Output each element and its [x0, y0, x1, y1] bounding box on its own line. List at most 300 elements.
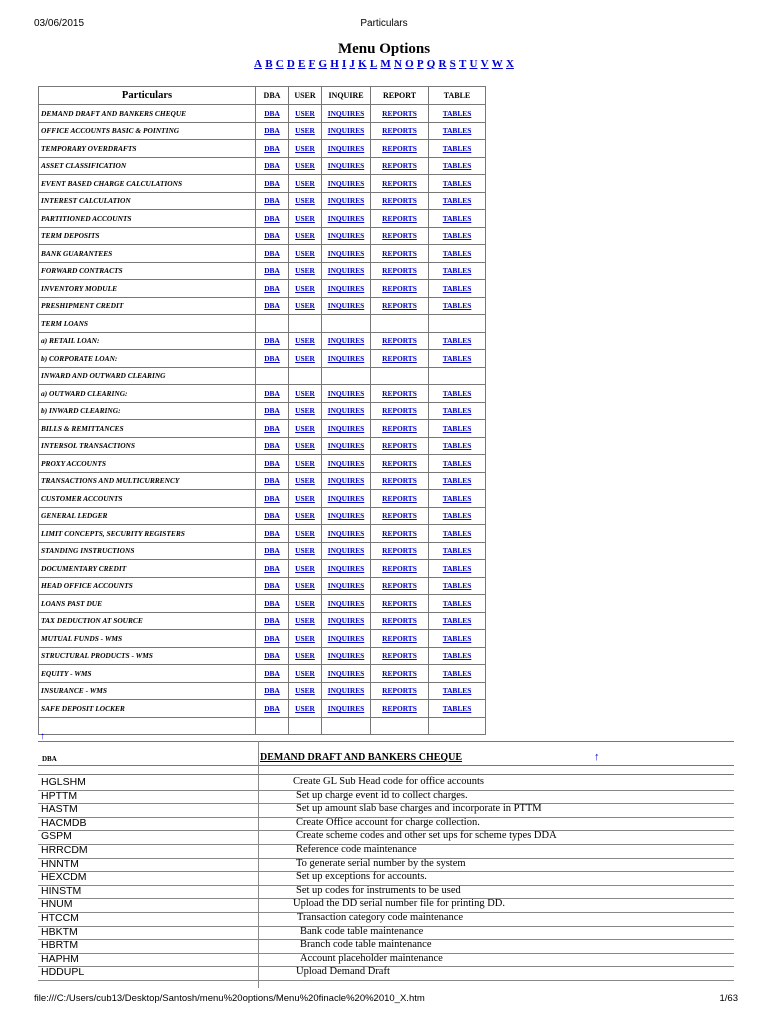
- user-link[interactable]: USER: [295, 126, 315, 136]
- header-dba: DBA: [256, 87, 289, 105]
- inquire-link[interactable]: INQUIRES: [327, 266, 365, 276]
- user-link[interactable]: USER: [295, 528, 315, 538]
- inquire-link[interactable]: INQUIRES: [327, 126, 365, 136]
- table-link[interactable]: TABLES: [442, 598, 472, 608]
- menu-code: HTCCM: [41, 912, 79, 924]
- report-cell: [371, 210, 429, 228]
- inquire-link[interactable]: INQUIRES: [327, 686, 365, 696]
- alphabet-link-j[interactable]: J: [349, 58, 355, 70]
- alphabet-link-x[interactable]: X: [505, 58, 514, 70]
- alphabet-link-e[interactable]: E: [298, 58, 306, 70]
- inquire-link[interactable]: INQUIRES: [327, 528, 365, 538]
- dba-link[interactable]: DBA: [264, 248, 280, 258]
- user-link[interactable]: USER: [295, 406, 315, 416]
- inquire-link[interactable]: INQUIRES: [327, 336, 365, 346]
- table-row: [39, 315, 486, 333]
- inquire-link[interactable]: INQUIRES: [327, 616, 365, 626]
- particular-name: INTERSOL TRANSACTIONS: [39, 437, 256, 455]
- report-link[interactable]: REPORTS: [382, 686, 417, 696]
- report-link[interactable]: REPORTS: [382, 213, 417, 223]
- table-row: [39, 420, 486, 438]
- report-link[interactable]: REPORTS: [382, 406, 417, 416]
- report-cell: [371, 420, 429, 438]
- user-link[interactable]: USER: [295, 441, 315, 451]
- back-to-top-link[interactable]: ↑: [40, 731, 45, 742]
- dba-link[interactable]: DBA: [264, 178, 280, 188]
- report-link[interactable]: REPORTS: [382, 703, 417, 713]
- report-link[interactable]: REPORTS: [382, 248, 417, 258]
- dba-cell: [256, 595, 289, 613]
- report-cell: [371, 647, 429, 665]
- dba-cell: [256, 420, 289, 438]
- table-link[interactable]: TABLES: [442, 441, 472, 451]
- alphabet-link-k[interactable]: K: [358, 58, 367, 70]
- dba-cell: [256, 192, 289, 210]
- user-cell: [289, 472, 322, 490]
- inquire-link[interactable]: INQUIRES: [327, 196, 365, 206]
- report-link[interactable]: REPORTS: [382, 598, 417, 608]
- dba-link[interactable]: DBA: [264, 441, 280, 451]
- particular-name: TAX DEDUCTION AT SOURCE: [39, 612, 256, 630]
- alphabet-link-u[interactable]: U: [469, 58, 478, 70]
- user-cell: [289, 297, 322, 315]
- alphabet-link-o[interactable]: O: [405, 58, 414, 70]
- user-link[interactable]: USER: [295, 143, 315, 153]
- inquire-cell: [322, 140, 371, 158]
- user-link[interactable]: USER: [295, 686, 315, 696]
- table-row: [39, 577, 486, 595]
- dba-menu-row: [38, 858, 734, 873]
- alphabet-link-c[interactable]: C: [275, 58, 284, 70]
- user-cell: [289, 105, 322, 123]
- dba-link[interactable]: DBA: [264, 266, 280, 276]
- alphabet-link-r[interactable]: R: [438, 58, 447, 70]
- particular-name: TRANSACTIONS AND MULTICURRENCY: [39, 472, 256, 490]
- menu-table: [38, 86, 486, 735]
- alphabet-link-p[interactable]: P: [416, 58, 424, 70]
- table-link[interactable]: TABLES: [442, 563, 472, 573]
- table-row: [39, 227, 486, 245]
- report-link[interactable]: REPORTS: [382, 423, 417, 433]
- inquire-link[interactable]: INQUIRES: [327, 703, 365, 713]
- report-cell: [371, 245, 429, 263]
- table-cell: [429, 140, 486, 158]
- inquire-link[interactable]: INQUIRES: [327, 458, 365, 468]
- section-header-divider: [38, 765, 734, 766]
- table-row: [39, 490, 486, 508]
- alphabet-link-i[interactable]: I: [341, 58, 347, 70]
- menu-code: HAPHM: [41, 952, 79, 965]
- table-link[interactable]: TABLES: [442, 178, 472, 188]
- inquire-link[interactable]: INQUIRES: [327, 406, 365, 416]
- table-link[interactable]: TABLES: [442, 406, 472, 416]
- user-link[interactable]: USER: [295, 581, 315, 591]
- dba-link[interactable]: DBA: [264, 476, 280, 486]
- report-link[interactable]: REPORTS: [382, 196, 417, 206]
- inquire-link[interactable]: INQUIRES: [327, 633, 365, 643]
- user-link[interactable]: USER: [295, 633, 315, 643]
- particular-name: TERM LOANS: [39, 315, 256, 333]
- inquire-link[interactable]: INQUIRES: [327, 668, 365, 678]
- table-link[interactable]: TABLES: [442, 231, 472, 241]
- alphabet-link-g[interactable]: G: [318, 58, 328, 70]
- user-link[interactable]: USER: [295, 301, 315, 311]
- user-link[interactable]: USER: [295, 248, 315, 258]
- report-link[interactable]: REPORTS: [382, 336, 417, 346]
- dba-link[interactable]: DBA: [264, 703, 280, 713]
- user-link[interactable]: USER: [295, 108, 315, 118]
- dba-link[interactable]: DBA: [264, 283, 280, 293]
- report-cell: [371, 315, 429, 333]
- inquire-cell: [322, 700, 371, 718]
- menu-description: Create scheme codes and other set ups for scheme types DDA: [296, 830, 557, 842]
- table-link[interactable]: TABLES: [442, 266, 472, 276]
- inquire-link[interactable]: INQUIRES: [327, 581, 365, 591]
- table-link[interactable]: TABLES: [442, 511, 472, 521]
- alphabet-link-w[interactable]: W: [491, 58, 503, 70]
- inquire-link[interactable]: INQUIRES: [327, 598, 365, 608]
- user-link[interactable]: USER: [295, 668, 315, 678]
- user-link[interactable]: USER: [295, 266, 315, 276]
- inquire-cell: [322, 350, 371, 368]
- user-link[interactable]: USER: [295, 231, 315, 241]
- dba-link[interactable]: DBA: [264, 231, 280, 241]
- header-table: TABLE: [429, 87, 486, 105]
- alphabet-link-a[interactable]: A: [254, 58, 262, 70]
- table-cell: [429, 157, 486, 175]
- table-cell: [429, 367, 486, 385]
- report-link[interactable]: REPORTS: [382, 581, 417, 591]
- table-cell: [429, 472, 486, 490]
- menu-description: Create Office account for charge collection.: [296, 816, 480, 828]
- report-cell: [371, 227, 429, 245]
- print-header: [0, 18, 768, 32]
- menu-description: To generate serial number by the system: [296, 857, 466, 869]
- print-date: 03/06/2015: [34, 18, 85, 29]
- user-link[interactable]: USER: [295, 283, 315, 293]
- alphabet-link-b[interactable]: B: [265, 58, 273, 70]
- alphabet-link-f[interactable]: F: [308, 58, 316, 70]
- table-row: [39, 595, 486, 613]
- dba-link[interactable]: DBA: [264, 161, 280, 171]
- dba-cell: [256, 665, 289, 683]
- dba-cell: [256, 525, 289, 543]
- table-link[interactable]: TABLES: [442, 388, 472, 398]
- table-link[interactable]: TABLES: [442, 686, 472, 696]
- user-link[interactable]: USER: [295, 196, 315, 206]
- report-cell: [371, 455, 429, 473]
- table-link[interactable]: TABLES: [442, 126, 472, 136]
- table-cell: [429, 122, 486, 140]
- inquire-link[interactable]: INQUIRES: [327, 301, 365, 311]
- user-link[interactable]: USER: [295, 353, 315, 363]
- report-cell: [371, 542, 429, 560]
- report-link[interactable]: REPORTS: [382, 651, 417, 661]
- inquire-link[interactable]: INQUIRES: [327, 476, 365, 486]
- inquire-link[interactable]: INQUIRES: [327, 353, 365, 363]
- table-link[interactable]: TABLES: [442, 703, 472, 713]
- report-link[interactable]: REPORTS: [382, 458, 417, 468]
- report-cell: [371, 490, 429, 508]
- dba-link[interactable]: DBA: [264, 616, 280, 626]
- inquire-link[interactable]: INQUIRES: [327, 546, 365, 556]
- table-cell: [429, 227, 486, 245]
- menu-description: Reference code maintenance: [296, 844, 417, 855]
- dba-link[interactable]: DBA: [264, 353, 280, 363]
- alphabet-link-l[interactable]: L: [369, 58, 378, 70]
- table-link[interactable]: TABLES: [442, 458, 472, 468]
- dba-link[interactable]: DBA: [264, 126, 280, 136]
- inquire-cell: [322, 595, 371, 613]
- table-link[interactable]: TABLES: [442, 336, 472, 346]
- table-link[interactable]: TABLES: [442, 633, 472, 643]
- table-cell: [429, 630, 486, 648]
- dba-link[interactable]: DBA: [264, 406, 280, 416]
- user-link[interactable]: USER: [295, 546, 315, 556]
- alphabet-link-h[interactable]: H: [330, 58, 339, 70]
- dba-link[interactable]: DBA: [264, 388, 280, 398]
- particular-name: PARTITIONED ACCOUNTS: [39, 210, 256, 228]
- table-row: [39, 122, 486, 140]
- user-link[interactable]: USER: [295, 178, 315, 188]
- dba-cell: [256, 332, 289, 350]
- report-link[interactable]: REPORTS: [382, 528, 417, 538]
- report-link[interactable]: REPORTS: [382, 441, 417, 451]
- user-link[interactable]: USER: [295, 336, 315, 346]
- report-link[interactable]: REPORTS: [382, 476, 417, 486]
- particular-name: CUSTOMER ACCOUNTS: [39, 490, 256, 508]
- table-row: [39, 332, 486, 350]
- table-row: [39, 717, 486, 735]
- inquire-link[interactable]: INQUIRES: [327, 178, 365, 188]
- dba-link[interactable]: DBA: [264, 108, 280, 118]
- report-link[interactable]: REPORTS: [382, 143, 417, 153]
- alphabet-link-m[interactable]: M: [380, 58, 391, 70]
- table-cell: [429, 700, 486, 718]
- dba-link[interactable]: DBA: [264, 581, 280, 591]
- table-row: [39, 140, 486, 158]
- table-link[interactable]: TABLES: [442, 161, 472, 171]
- section-title: DEMAND DRAFT AND BANKERS CHEQUE: [260, 752, 463, 763]
- alphabet-link-s[interactable]: S: [449, 58, 456, 70]
- table-link[interactable]: TABLES: [442, 353, 472, 363]
- dba-link[interactable]: DBA: [264, 668, 280, 678]
- table-link[interactable]: TABLES: [442, 213, 472, 223]
- report-link[interactable]: REPORTS: [382, 231, 417, 241]
- inquire-cell: [322, 577, 371, 595]
- dba-menu-row: [38, 926, 734, 941]
- table-link[interactable]: TABLES: [442, 668, 472, 678]
- inquire-link[interactable]: INQUIRES: [327, 651, 365, 661]
- user-cell: [289, 245, 322, 263]
- alphabet-link-d[interactable]: D: [286, 58, 295, 70]
- table-row: [39, 245, 486, 263]
- report-link[interactable]: REPORTS: [382, 301, 417, 311]
- menu-description: Branch code table maintenance: [300, 939, 432, 951]
- table-link[interactable]: TABLES: [442, 108, 472, 118]
- report-link[interactable]: REPORTS: [382, 388, 417, 398]
- dba-link[interactable]: DBA: [264, 196, 280, 206]
- table-link[interactable]: TABLES: [442, 196, 472, 206]
- section-back-to-top-link[interactable]: ↑: [594, 751, 600, 763]
- dba-link[interactable]: DBA: [264, 686, 280, 696]
- user-cell: [289, 595, 322, 613]
- print-footer: [0, 993, 768, 1007]
- particular-name: MUTUAL FUNDS - WMS: [39, 630, 256, 648]
- table-cell: [429, 665, 486, 683]
- inquire-cell: [322, 542, 371, 560]
- dba-link[interactable]: DBA: [264, 143, 280, 153]
- report-link[interactable]: REPORTS: [382, 616, 417, 626]
- report-cell: [371, 175, 429, 193]
- inquire-link[interactable]: INQUIRES: [327, 161, 365, 171]
- user-cell: [289, 367, 322, 385]
- dba-link[interactable]: DBA: [264, 458, 280, 468]
- particular-name: INTEREST CALCULATION: [39, 192, 256, 210]
- table-link[interactable]: TABLES: [442, 651, 472, 661]
- alphabet-link-q[interactable]: Q: [426, 58, 436, 70]
- table-link[interactable]: TABLES: [442, 143, 472, 153]
- report-link[interactable]: REPORTS: [382, 633, 417, 643]
- table-row: [39, 507, 486, 525]
- inquire-link[interactable]: INQUIRES: [327, 143, 365, 153]
- report-link[interactable]: REPORTS: [382, 546, 417, 556]
- dba-link[interactable]: DBA: [264, 423, 280, 433]
- user-link[interactable]: USER: [295, 511, 315, 521]
- user-link[interactable]: USER: [295, 493, 315, 503]
- table-cell: [429, 350, 486, 368]
- dba-link[interactable]: DBA: [264, 336, 280, 346]
- table-link[interactable]: TABLES: [442, 476, 472, 486]
- report-cell: [371, 577, 429, 595]
- dba-cell: [256, 175, 289, 193]
- user-cell: [289, 525, 322, 543]
- dba-link[interactable]: DBA: [264, 213, 280, 223]
- table-row: [39, 525, 486, 543]
- user-link[interactable]: USER: [295, 703, 315, 713]
- dba-link[interactable]: DBA: [264, 511, 280, 521]
- report-link[interactable]: REPORTS: [382, 353, 417, 363]
- table-link[interactable]: TABLES: [442, 423, 472, 433]
- table-link[interactable]: TABLES: [442, 581, 472, 591]
- particular-name: STANDING INSTRUCTIONS: [39, 542, 256, 560]
- dba-link[interactable]: DBA: [264, 546, 280, 556]
- alphabet-link-t[interactable]: T: [458, 58, 467, 70]
- table-row: [39, 210, 486, 228]
- inquire-link[interactable]: INQUIRES: [327, 248, 365, 258]
- user-cell: [289, 385, 322, 403]
- user-link[interactable]: USER: [295, 161, 315, 171]
- dba-link[interactable]: DBA: [264, 493, 280, 503]
- report-link[interactable]: REPORTS: [382, 178, 417, 188]
- inquire-link[interactable]: INQUIRES: [327, 563, 365, 573]
- report-link[interactable]: REPORTS: [382, 283, 417, 293]
- menu-code: HACMDB: [41, 816, 87, 829]
- table-link[interactable]: TABLES: [442, 301, 472, 311]
- table-link[interactable]: TABLES: [442, 528, 472, 538]
- table-link[interactable]: TABLES: [442, 546, 472, 556]
- user-cell: [289, 437, 322, 455]
- report-link[interactable]: REPORTS: [382, 126, 417, 136]
- user-link[interactable]: USER: [295, 563, 315, 573]
- inquire-link[interactable]: INQUIRES: [327, 283, 365, 293]
- inquire-link[interactable]: INQUIRES: [327, 213, 365, 223]
- table-row: [39, 542, 486, 560]
- dba-link[interactable]: DBA: [264, 563, 280, 573]
- report-link[interactable]: REPORTS: [382, 108, 417, 118]
- alphabet-link-n[interactable]: N: [393, 58, 402, 70]
- table-row: [39, 455, 486, 473]
- dba-link[interactable]: DBA: [264, 598, 280, 608]
- table-link[interactable]: TABLES: [442, 283, 472, 293]
- inquire-link[interactable]: INQUIRES: [327, 108, 365, 118]
- inquire-cell: [322, 122, 371, 140]
- dba-menu-row: [38, 966, 734, 981]
- inquire-link[interactable]: INQUIRES: [327, 231, 365, 241]
- dba-cell: [256, 210, 289, 228]
- user-link[interactable]: USER: [295, 476, 315, 486]
- menu-code: HDDUPL: [41, 966, 85, 979]
- dba-link[interactable]: DBA: [264, 633, 280, 643]
- dba-cell: [256, 367, 289, 385]
- user-link[interactable]: USER: [295, 616, 315, 626]
- report-link[interactable]: REPORTS: [382, 266, 417, 276]
- table-link[interactable]: TABLES: [442, 248, 472, 258]
- particular-name: EVENT BASED CHARGE CALCULATIONS: [39, 175, 256, 193]
- header-particulars: Particulars: [39, 87, 256, 105]
- dba-link[interactable]: DBA: [264, 651, 280, 661]
- user-link[interactable]: USER: [295, 651, 315, 661]
- report-link[interactable]: REPORTS: [382, 511, 417, 521]
- alphabet-index: [0, 58, 768, 70]
- inquire-link[interactable]: INQUIRES: [327, 388, 365, 398]
- alphabet-link-v[interactable]: V: [480, 58, 489, 70]
- menu-description: Set up amount slab base charges and incorporate in PTTM: [296, 803, 542, 815]
- report-link[interactable]: REPORTS: [382, 668, 417, 678]
- inquire-cell: [322, 332, 371, 350]
- user-link[interactable]: USER: [295, 458, 315, 468]
- dba-cell: [256, 315, 289, 333]
- inquire-link[interactable]: INQUIRES: [327, 511, 365, 521]
- table-cell: [429, 525, 486, 543]
- table-link[interactable]: TABLES: [442, 493, 472, 503]
- user-cell: [289, 455, 322, 473]
- report-link[interactable]: REPORTS: [382, 493, 417, 503]
- inquire-link[interactable]: INQUIRES: [327, 423, 365, 433]
- inquire-cell: [322, 560, 371, 578]
- inquire-link[interactable]: INQUIRES: [327, 493, 365, 503]
- report-link[interactable]: REPORTS: [382, 161, 417, 171]
- user-link[interactable]: USER: [295, 388, 315, 398]
- report-cell: [371, 157, 429, 175]
- user-link[interactable]: USER: [295, 598, 315, 608]
- table-row: [39, 367, 486, 385]
- report-cell: [371, 297, 429, 315]
- particular-name: EQUITY - WMS: [39, 665, 256, 683]
- particular-name: [39, 717, 256, 735]
- dba-link[interactable]: DBA: [264, 528, 280, 538]
- table-row: [39, 157, 486, 175]
- dba-cell: [256, 717, 289, 735]
- user-cell: [289, 612, 322, 630]
- inquire-link[interactable]: INQUIRES: [327, 441, 365, 451]
- dba-link[interactable]: DBA: [264, 301, 280, 311]
- report-link[interactable]: REPORTS: [382, 563, 417, 573]
- user-link[interactable]: USER: [295, 213, 315, 223]
- table-link[interactable]: TABLES: [442, 616, 472, 626]
- user-link[interactable]: USER: [295, 423, 315, 433]
- dba-menu-row: [38, 803, 734, 818]
